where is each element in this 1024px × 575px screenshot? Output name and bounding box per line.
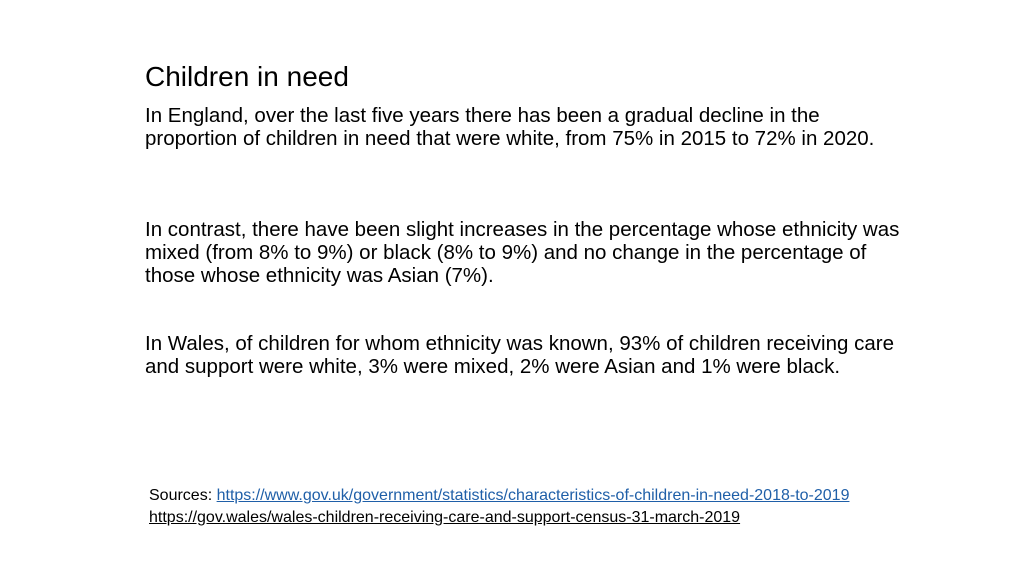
paragraph-wales: In Wales, of children for whom ethnicity was known, 93% of children receiving care and support were white, 3% were mixed, 2% were Asian and 1% were black.: [145, 332, 894, 378]
sources-block: [149, 485, 849, 528]
paragraph-england-contrast: In contrast, there have been slight increases in the percentage whose ethnicity was mixed (from 8% to 9%) or black (8% to 9%) and no change in the percentage of those whose ethnicity was Asian (7%).: [145, 218, 900, 287]
source-link-gov-uk[interactable]: https://www.gov.uk/government/statistics/characteristics-of-children-in-need-2018-to-2019: [216, 487, 850, 504]
paragraph-england-white: In England, over the last five years there has been a gradual decline in the proportion of children in need that were white, from 75% in 2015 to 72% in 2020.: [145, 104, 875, 150]
slide-title: Children in need: [145, 61, 349, 92]
source-link-gov-wales[interactable]: https://gov.wales/wales-children-receiving-care-and-support-census-31-march-2019: [149, 508, 741, 526]
sources-label: Sources:: [149, 487, 217, 504]
